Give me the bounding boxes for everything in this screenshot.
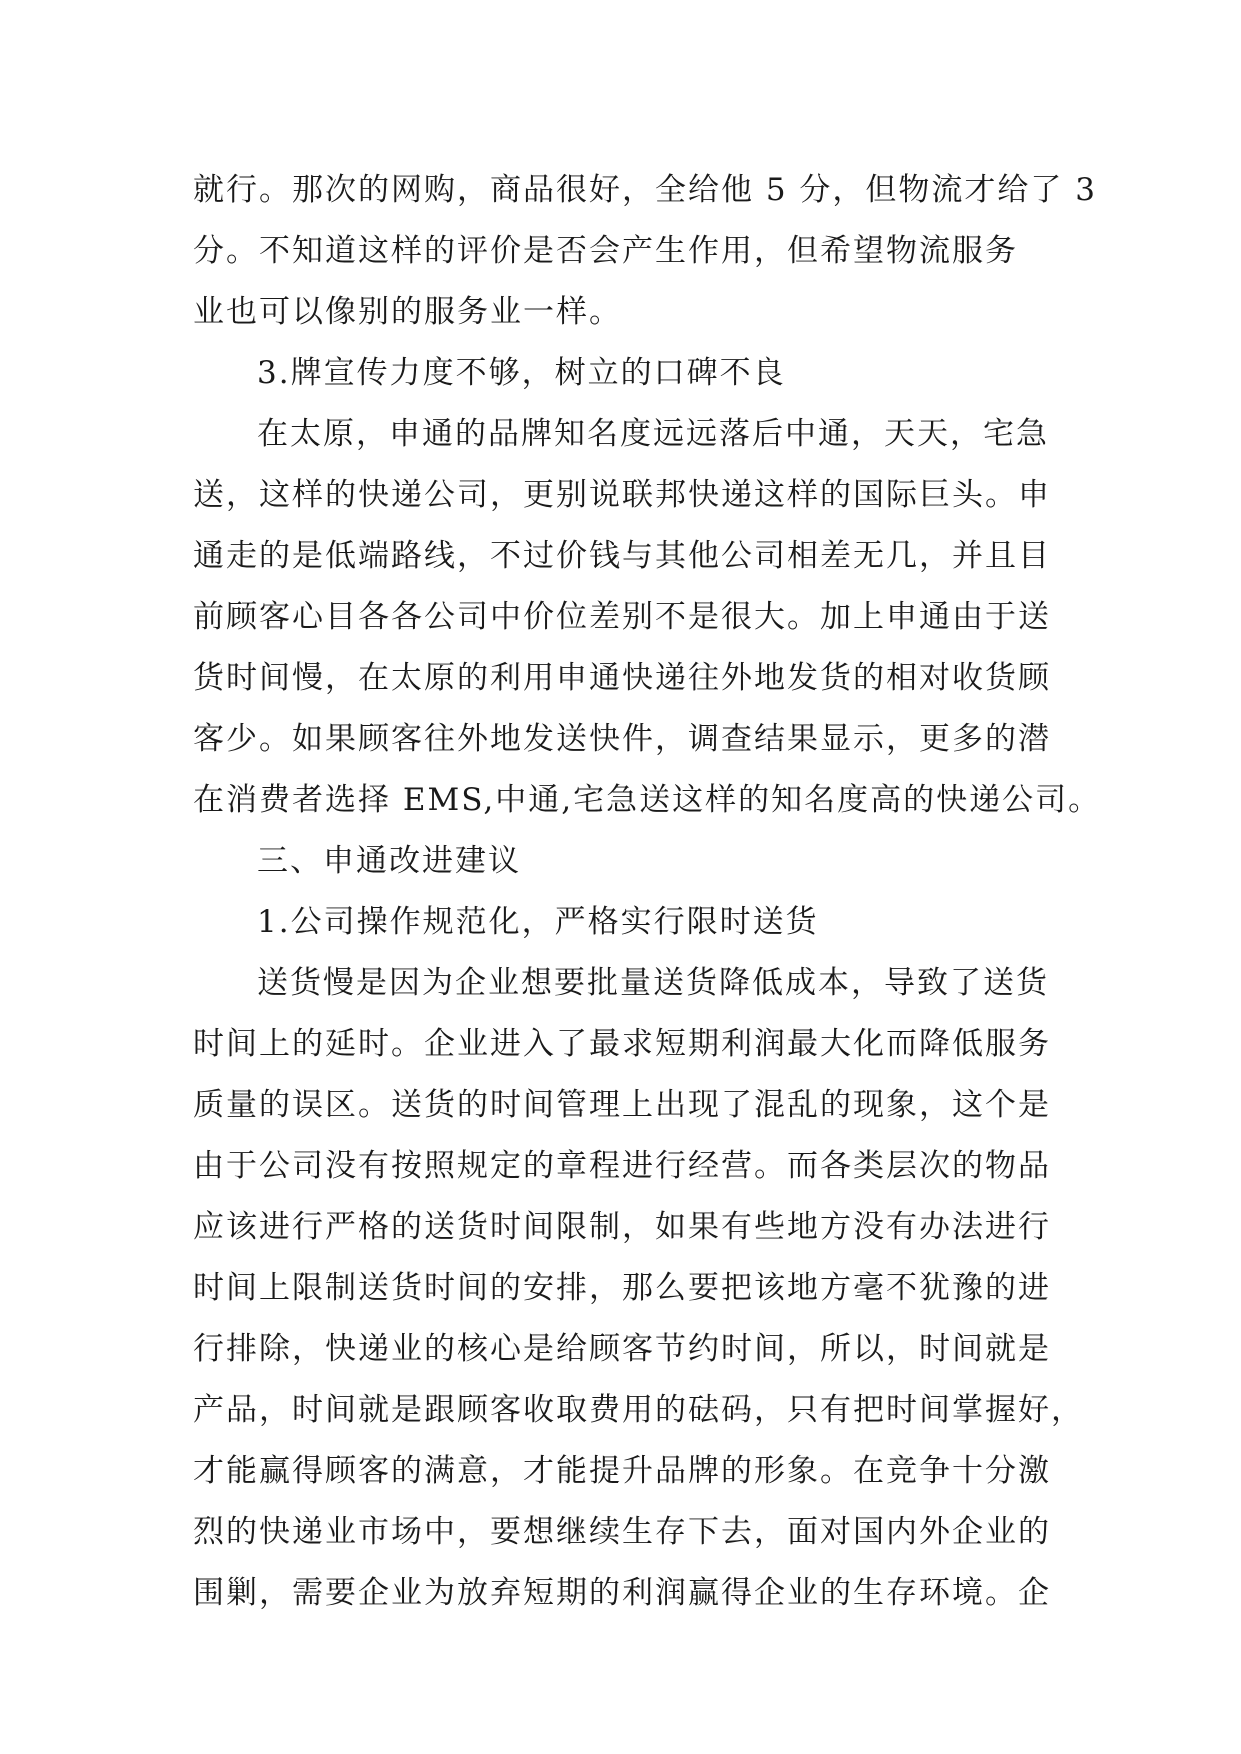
text-line: 才能赢得顾客的满意，才能提升品牌的形象。在竞争十分激: [193, 1453, 1051, 1489]
text-line: 分。不知道这样的评价是否会产生作用，但希望物流服务: [193, 233, 1018, 269]
text-line: 送，这样的快递公司，更别说联邦快递这样的国际巨头。申: [193, 477, 1051, 513]
text-line: 前顾客心目各各公司中价位差别不是很大。加上申通由于送: [193, 599, 1051, 635]
paragraph-start: 在太原，申通的品牌知名度远远落后中通，天天，宅急: [257, 416, 1049, 452]
text-line: 质量的误区。送货的时间管理上出现了混乱的现象，这个是: [193, 1087, 1051, 1123]
text-line: 就行。那次的网购，商品很好，全给他 5 分，但物流才给了 3: [193, 172, 1098, 208]
section-heading: 三、申通改进建议: [257, 843, 521, 879]
text-line: 产品，时间就是跟顾客收取费用的砝码，只有把时间掌握好，: [193, 1392, 1084, 1428]
text-line: 在消费者选择 EMS,中通,宅急送这样的知名度高的快递公司。: [193, 782, 1102, 818]
body-text: [193, 160, 1102, 1624]
paragraph-start: 送货慢是因为企业想要批量送货降低成本，导致了送货: [257, 965, 1049, 1001]
text-line: 时间上限制送货时间的安排，那么要把该地方毫不犹豫的进: [193, 1270, 1051, 1306]
text-line: 应该进行严格的送货时间限制，如果有些地方没有办法进行: [193, 1209, 1051, 1245]
text-line: 围剿，需要企业为放弃短期的利润赢得企业的生存环境。企: [193, 1575, 1051, 1611]
text-line: 货时间慢，在太原的利用申通快递往外地发货的相对收货顾: [193, 660, 1051, 696]
text-line: 业也可以像别的服务业一样。: [193, 294, 622, 330]
text-line: 烈的快递业市场中，要想继续生存下去，面对国内外企业的: [193, 1514, 1051, 1550]
section-heading: 3.牌宣传力度不够，树立的口碑不良: [257, 355, 786, 391]
text-line: 由于公司没有按照规定的章程进行经营。而各类层次的物品: [193, 1148, 1051, 1184]
text-line: 行排除，快递业的核心是给顾客节约时间，所以，时间就是: [193, 1331, 1051, 1367]
subsection-heading: 1.公司操作规范化，严格实行限时送货: [257, 904, 819, 940]
text-line: 客少。如果顾客往外地发送快件，调查结果显示，更多的潜: [193, 721, 1051, 757]
text-line: 通走的是低端路线，不过价钱与其他公司相差无几，并且目: [193, 538, 1051, 574]
text-line: 时间上的延时。企业进入了最求短期利润最大化而降低服务: [193, 1026, 1051, 1062]
